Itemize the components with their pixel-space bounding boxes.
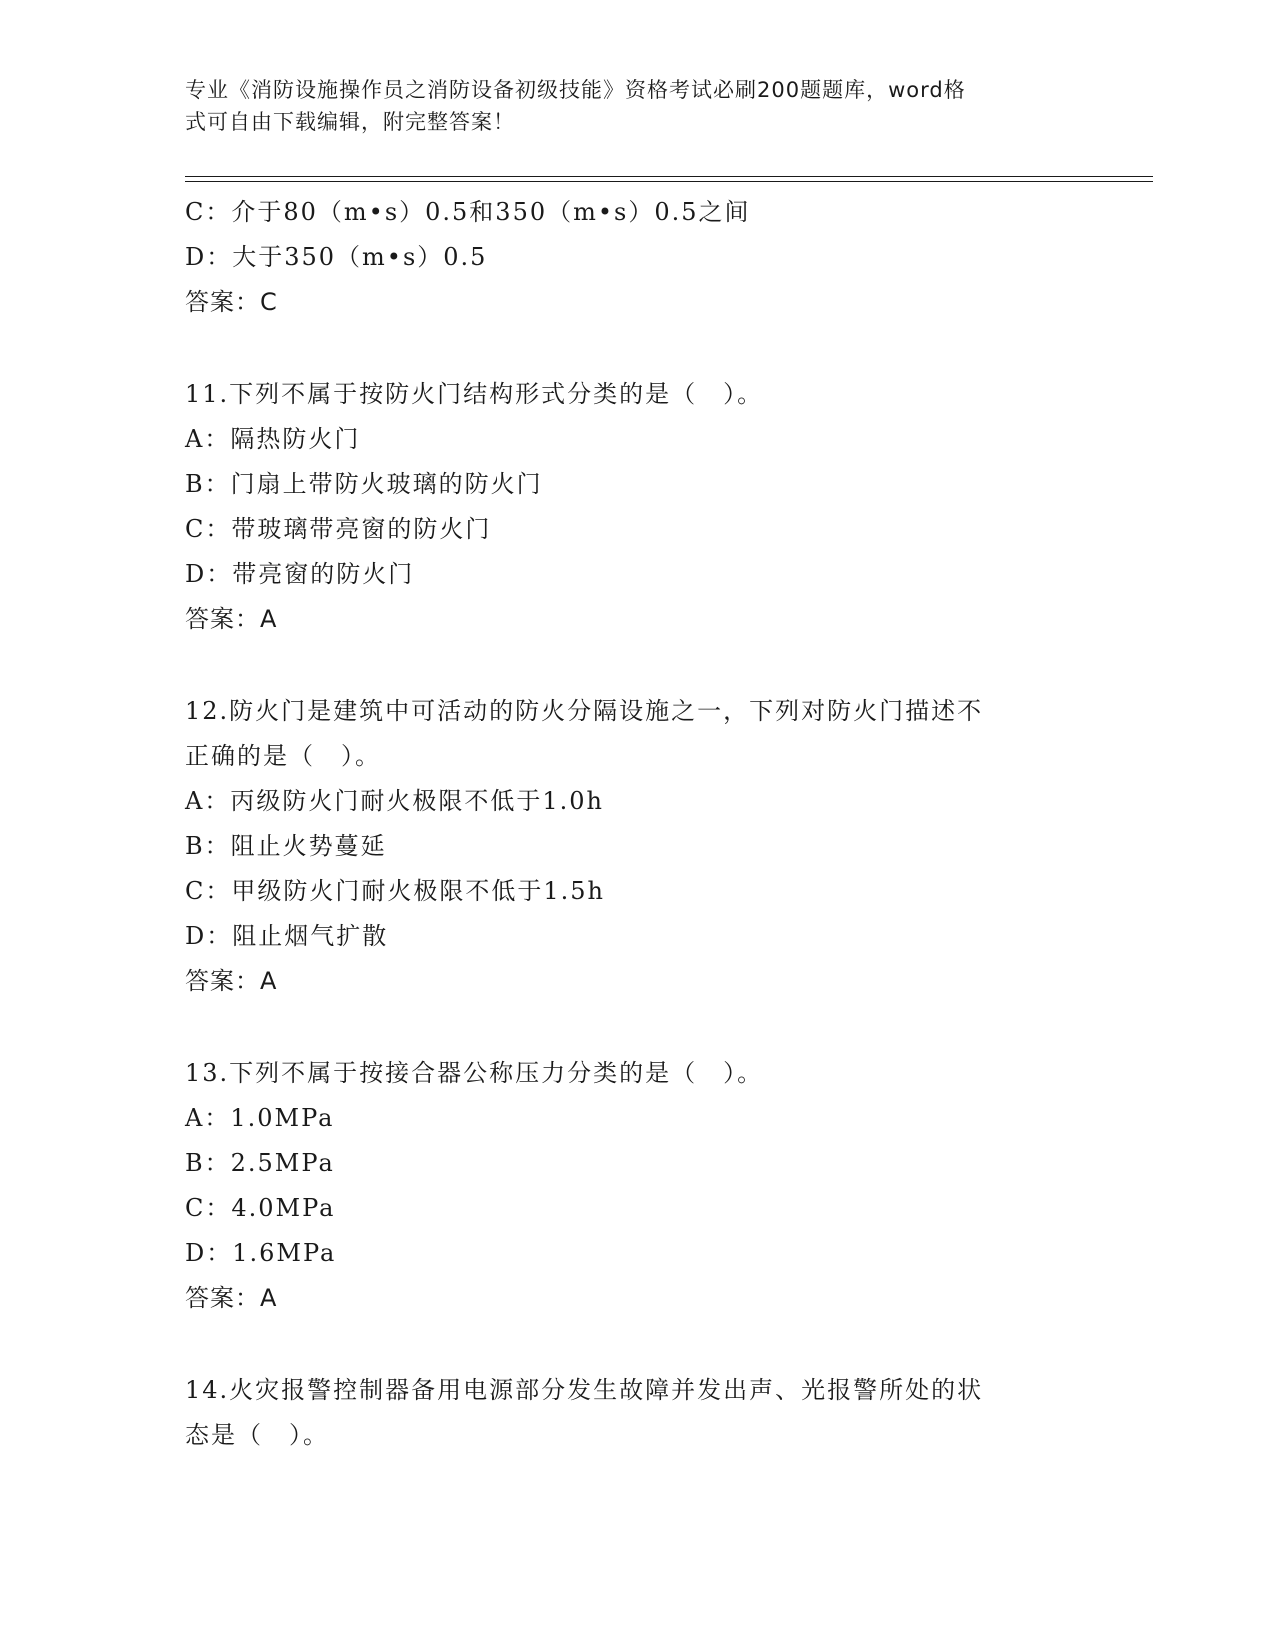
question-13 [185,1051,1085,1321]
answer: 答案：A [185,967,278,995]
question-14 [185,1368,1085,1458]
header-divider-bottom [185,181,1153,182]
question-stem-continued: 态是（ ）。 [185,1421,329,1449]
option-d: D：阻止烟气扩散 [185,922,389,950]
question-11 [185,372,1085,642]
spacer [185,1004,1085,1051]
question-10-continued [185,190,1085,325]
option-c: C：带玻璃带亮窗的防火门 [185,515,492,543]
question-stem: 13.下列不属于按接合器公称压力分类的是（ ）。 [185,1059,764,1087]
spacer [185,1321,1085,1368]
option-a: A：1.0MPa [185,1104,335,1132]
option-a: A：丙级防火门耐火极限不低于1.0h [185,787,604,815]
question-12 [185,689,1085,1004]
question-stem: 14.火灾报警控制器备用电源部分发生故障并发出声、光报警所处的状 [185,1376,984,1404]
header-line-1: 专业《消防设施操作员之消防设备初级技能》资格考试必刷200题题库，word格 [185,78,966,102]
header-line-2: 式可自由下载编辑，附完整答案！ [185,110,515,134]
answer: 答案：C [185,288,278,316]
answer: 答案：A [185,1284,278,1312]
option-c: C：4.0MPa [185,1194,336,1222]
option-d: D：大于350（m•s）0.5 [185,243,488,271]
option-d: D：带亮窗的防火门 [185,560,415,588]
option-b: B：2.5MPa [185,1149,335,1177]
option-c: C：介于80（m•s）0.5和350（m•s）0.5之间 [185,198,751,226]
option-c: C：甲级防火门耐火极限不低于1.5h [185,877,605,905]
option-b: B：门扇上带防火玻璃的防火门 [185,470,543,498]
spacer [185,325,1085,372]
question-stem: 11.下列不属于按防火门结构形式分类的是（ ）。 [185,380,764,408]
option-d: D：1.6MPa [185,1239,337,1267]
spacer [185,642,1085,689]
answer: 答案：A [185,605,278,633]
question-stem-continued: 正确的是（ ）。 [185,742,381,770]
document-header [185,74,1065,138]
header-divider-top [185,176,1153,177]
option-a: A：隔热防火门 [185,425,361,453]
question-list [185,190,1085,1458]
option-b: B：阻止火势蔓延 [185,832,387,860]
question-stem: 12.防火门是建筑中可活动的防火分隔设施之一，下列对防火门描述不 [185,697,984,725]
